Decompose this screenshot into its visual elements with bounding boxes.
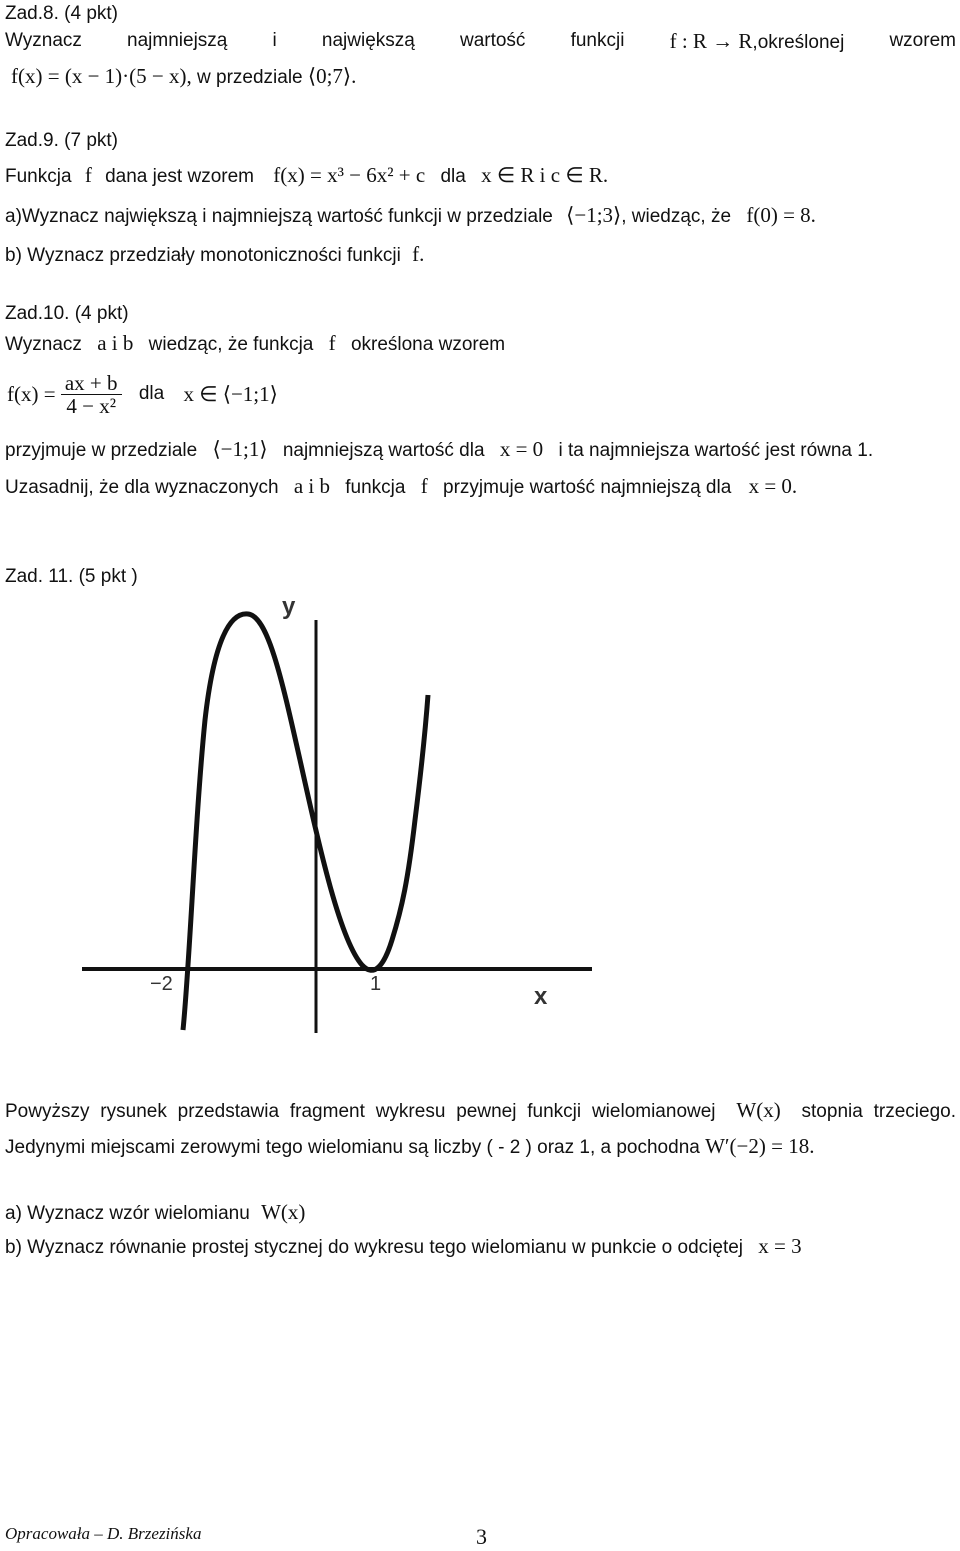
text: Wyznacz (5, 334, 82, 355)
footer-author: Opracowała – D. Brzezińska (5, 1524, 202, 1543)
formula-lhs: f(x) = (7, 382, 56, 406)
text: Powyższy rysunek przedstawia fragment wykresu pewnej funkcji wielomianowej (5, 1101, 716, 1122)
zad11-description (5, 1093, 956, 1165)
math-f: f. (412, 242, 425, 266)
fraction-numerator: ax + b (61, 372, 122, 395)
zad9-formula: f(x) = x³ − 6x² + c (273, 163, 426, 187)
word: funkcji (570, 30, 625, 51)
zad8-heading: Zad.8. (4 pkt) (5, 3, 118, 24)
text: a)Wyznacz największą i najmniejszą wartość funkcji w przedziale (5, 206, 553, 227)
x-three: x = 3 (758, 1234, 802, 1258)
zad11-heading: Zad. 11. (5 pkt ) (5, 566, 138, 587)
polynomial-W: W(x) (736, 1098, 781, 1122)
zad10-heading: Zad.10. (4 pkt) (5, 303, 129, 324)
zad9-heading: Zad.9. (7 pkt) (5, 130, 118, 151)
word: wartość (459, 30, 526, 51)
math-f: f (420, 474, 428, 498)
text: najmniejszą wartość dla (282, 440, 485, 461)
math-f: f (84, 163, 92, 187)
zad9-condition: x ∈ R i c ∈ R. (481, 163, 609, 187)
fraction-denominator: 4 − x² (66, 393, 117, 418)
zad9-f0-condition: f(0) = 8. (746, 203, 816, 227)
word: najmniejszą (127, 30, 228, 51)
y-axis-label: y (282, 593, 296, 620)
derivative-value: W′(−2) = 18. (705, 1134, 815, 1158)
word: wzorem (889, 30, 956, 51)
text: dana jest wzorem (105, 166, 254, 187)
zad11-a (5, 1200, 956, 1226)
text: dla (440, 166, 466, 187)
text: , wiedząc, że (621, 206, 732, 227)
page-number: 3 (476, 1524, 487, 1549)
zad11-b (5, 1234, 956, 1260)
zad8-interval: ⟨0;7⟩. (307, 64, 357, 88)
text: b) Wyznacz równanie prostej stycznej do wykresu tego wielomianu w punkcie o odciętej (5, 1237, 744, 1258)
zad9-interval: ⟨−1;3⟩ (566, 203, 622, 227)
math-ab: a i b (293, 474, 330, 498)
math-f: f (328, 331, 336, 355)
text: funkcja (345, 477, 406, 498)
text: b) Wyznacz przedziały monotoniczności funkcji (5, 245, 401, 266)
interval: ⟨−1;1⟩ (212, 437, 268, 461)
x-zero: x = 0. (748, 474, 798, 498)
text: dla (138, 383, 165, 404)
text: stopnia trzeciego. Jedynymi miejscami zerowymi tego wielomianu są liczby ( - 2 ) oraz 1, a pochodna (5, 1101, 957, 1158)
text: przyjmuje wartość najmniejszą dla (443, 477, 732, 498)
text: wiedząc, że funkcja (148, 334, 314, 355)
text: i ta najmniejsza wartość jest równa 1. (558, 440, 874, 461)
text: określona wzorem (350, 334, 506, 355)
math-ab: a i b (97, 331, 134, 355)
x-zero: x = 0 (499, 437, 544, 461)
domain: x ∈ ⟨−1;1⟩ (183, 382, 278, 406)
polynomial-W: W(x) (261, 1200, 306, 1224)
x-axis-label: x (534, 983, 548, 1010)
zad8-formula: f(x) = (x − 1)·(5 − x), (11, 64, 192, 88)
tick-label-neg2: −2 (150, 973, 173, 995)
word: i (272, 30, 277, 51)
text: Funkcja (5, 166, 72, 187)
text: przyjmuje w przedziale (5, 440, 198, 461)
word: Wyznacz (5, 30, 82, 51)
zad8-interval-text: w przedziale (197, 67, 303, 88)
function-mapping: f : R → R (669, 29, 753, 53)
text: a) Wyznacz wzór wielomianu (5, 1203, 250, 1224)
tick-label-1: 1 (370, 973, 382, 995)
word: ,określonej (752, 32, 845, 53)
text: Uzasadnij, że dla wyznaczonych (5, 477, 279, 498)
word: największą (321, 30, 415, 51)
